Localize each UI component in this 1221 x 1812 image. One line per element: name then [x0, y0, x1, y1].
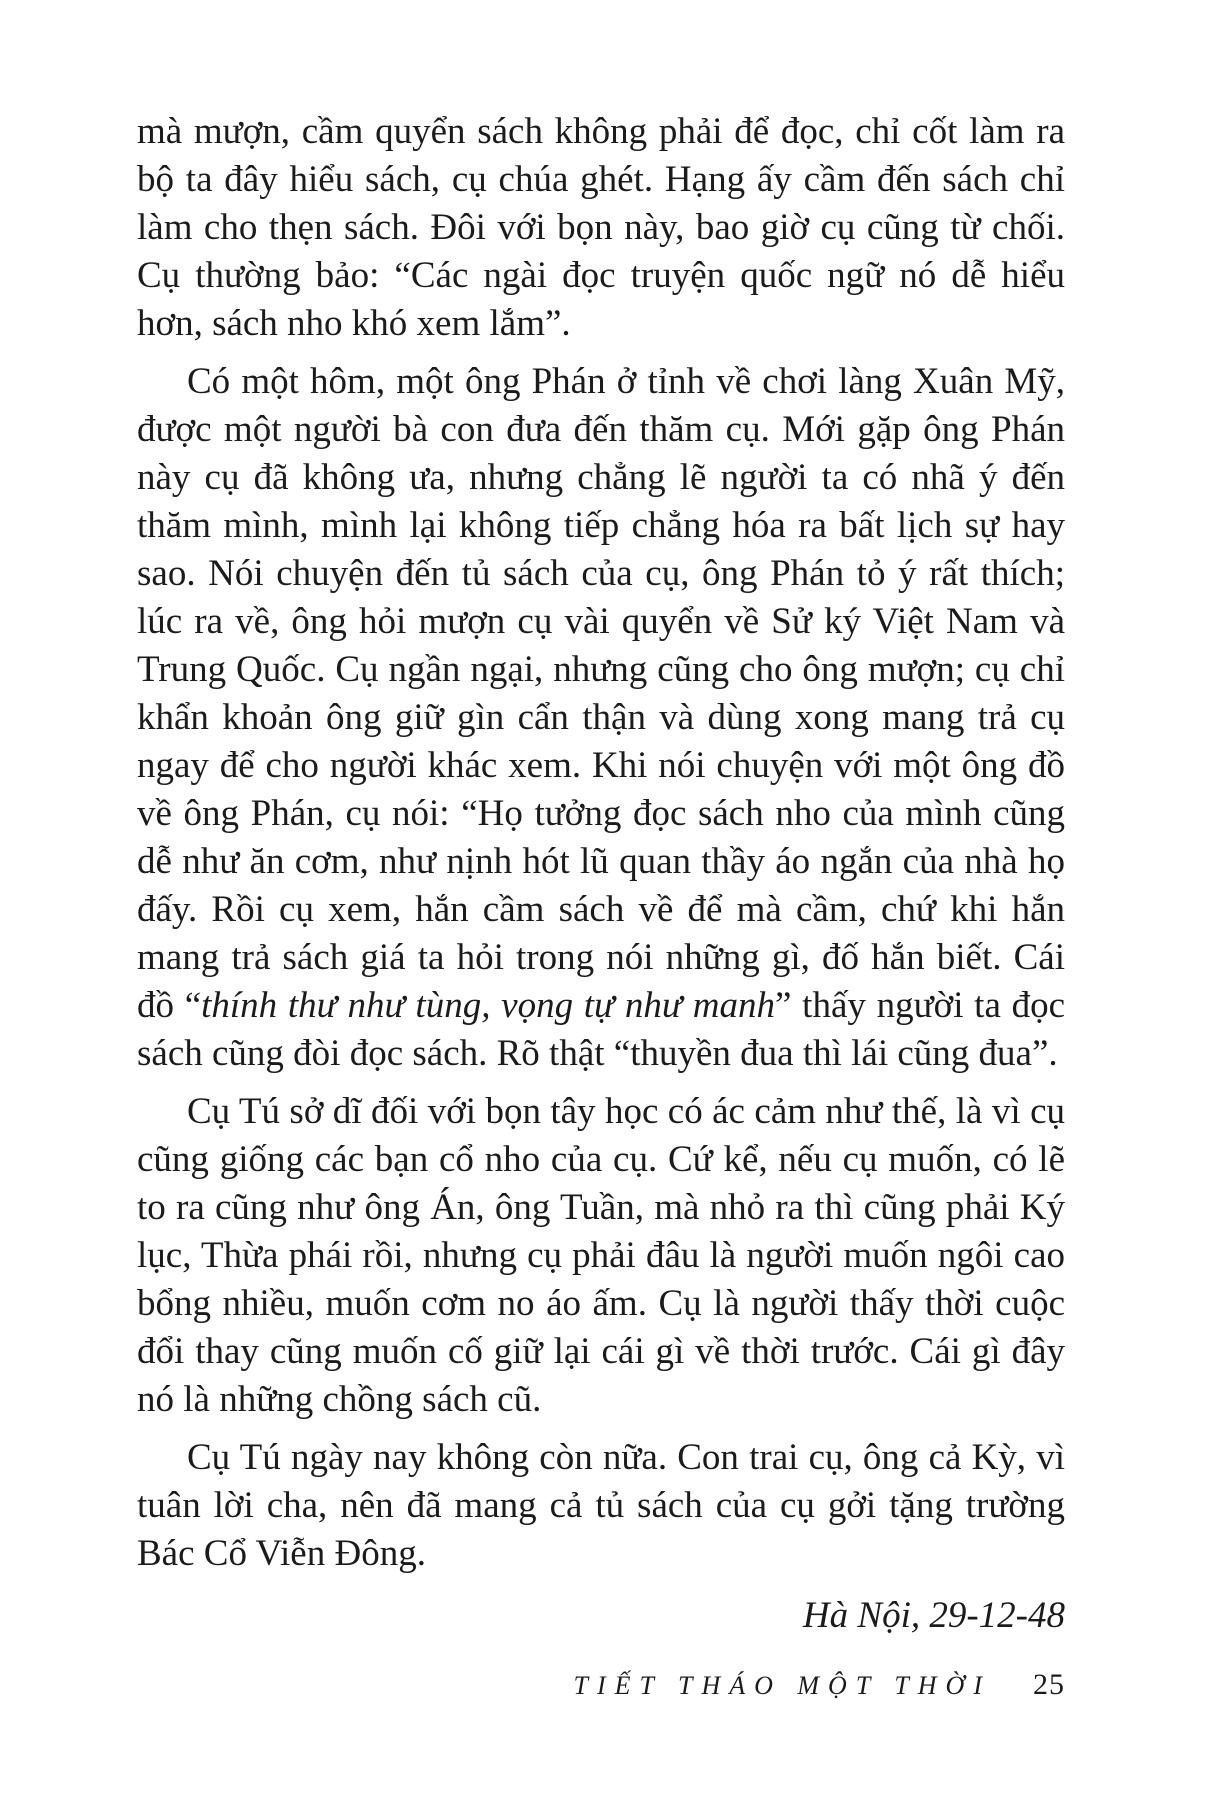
running-title: TIẾT THÁO MỘT THỜI — [573, 1671, 991, 1700]
paragraph-text: Cụ Tú sở dĩ đối với bọn tây học có ác cảm như thế, là vì cụ cũng giống các bạn cổ nho của cụ. Cứ kể, nếu cụ muốn, có lẽ to ra cũng như ông Án, ông Tuần, mà nhỏ ra thì cũng phải Ký lục, Thừa phái rồi, nhưng cụ phải đâu là người muốn ngôi cao bổng nhiều, muốn cơm no áo ấm. Cụ là người thấy thời cuộc đổi thay cũng muốn cố giữ lại cái gì về thời trước. Cái gì đây nó là những chồng sách cũ. — [137, 1091, 1065, 1420]
paragraph-text: Cụ Tú ngày nay không còn nữa. Con trai cụ, ông cả Kỳ, vì tuân lời cha, nên đã mang cả tủ sách của cụ gởi tặng trường Bác Cổ Viễn Đông. — [137, 1437, 1065, 1574]
page-number: 25 — [1033, 1668, 1065, 1701]
italic-phrase: thính thư như tùng, vọng tự như manh — [201, 985, 776, 1026]
paragraph — [137, 1088, 1065, 1424]
paragraph — [137, 1434, 1065, 1578]
paragraph-text: Có một hôm, một ông Phán ở tỉnh về chơi làng Xuân Mỹ, được một người bà con đưa đến thăm cụ. Mới gặp ông Phán này cụ đã không ưa, nhưng chẳng lẽ người ta có nhã ý đến thăm mình, mình lại không tiếp chẳng hóa ra bất lịch sự hay sao. Nói chuyện đến tủ sách của cụ, ông Phán tỏ ý rất thích; lúc ra về, ông hỏi mượn cụ vài quyển về Sử ký Việt Nam và Trung Quốc. Cụ ngần ngại, nhưng cũng cho ông mượn; cụ chỉ khẩn khoản ông giữ gìn cẩn thận và dùng xong mang trả cụ ngay để cho người khác xem. Khi nói chuyện với một ông đồ về ông Phán, cụ nói: “Họ tưởng đọc sách nho của mình cũng dễ như ăn cơm, như nịnh hót lũ quan thầy áo ngắn của nhà họ đấy. Rồi cụ xem, hắn cầm sách về để mà cầm, chứ khi hắn mang trả sách giá ta hỏi trong nói những gì, đố hắn biết. Cái đồ “ — [137, 361, 1065, 1026]
body-text — [137, 108, 1065, 1640]
page-footer — [137, 1668, 1065, 1702]
paragraph — [137, 358, 1065, 1078]
paragraph-text: mà mượn, cầm quyển sách không phải để đọc, chỉ cốt làm ra bộ ta đây hiểu sách, cụ chúa ghét. Hạng ấy cầm đến sách chỉ làm cho thẹn sách. Đôi với bọn này, bao giờ cụ cũng từ chối. Cụ thường bảo: “Các ngài đọc truyện quốc ngữ nó dễ hiểu hơn, sách nho khó xem lắm”. — [137, 111, 1065, 344]
dateline: Hà Nội, 29-12-48 — [802, 1595, 1065, 1636]
paragraph-text: ” thấy người ta đọc sách cũng đòi đọc sách. Rõ thật “thuyền đua thì lái cũng đua”. — [137, 985, 1065, 1074]
paragraph — [137, 108, 1065, 348]
